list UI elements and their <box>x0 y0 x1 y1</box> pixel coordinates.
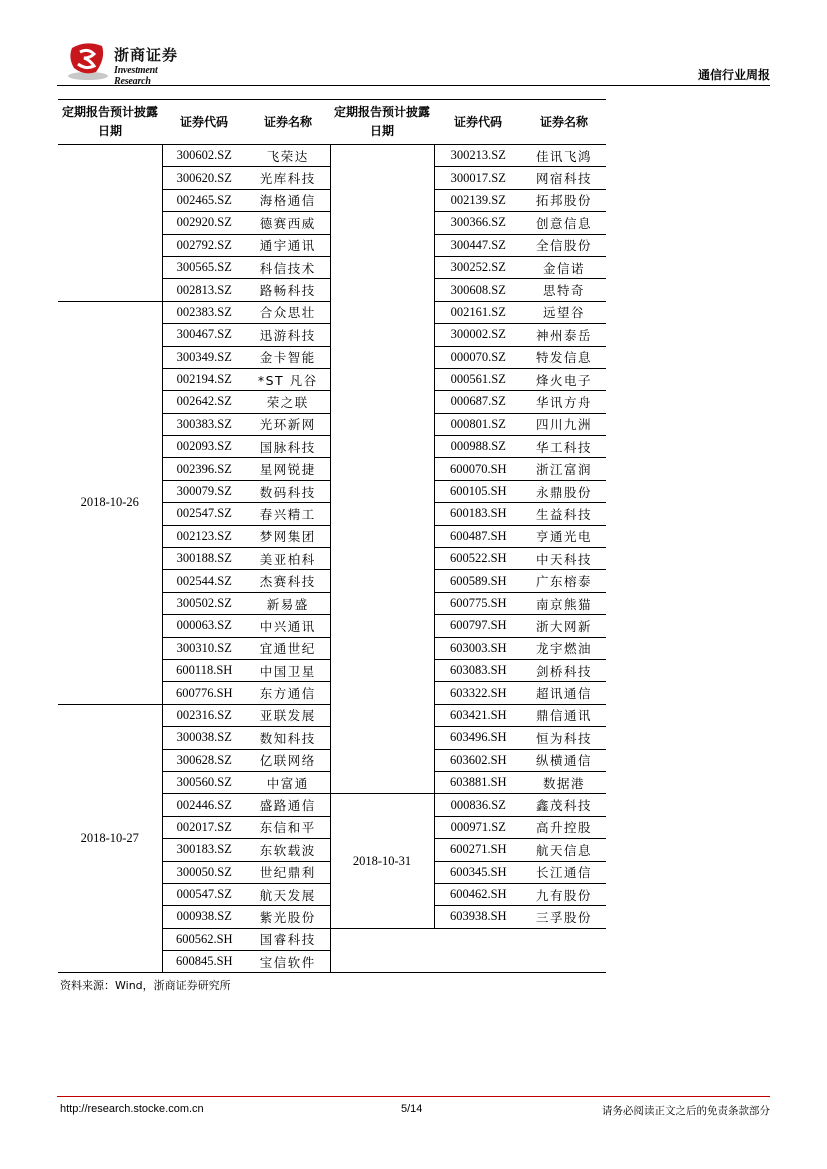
disclaimer-note: 请务必阅读正文之后的免责条款部分 <box>602 1105 770 1117</box>
security-name-cell: 纵横通信 <box>522 749 606 771</box>
logo-chinese-name: 浙商证券 <box>114 46 179 64</box>
security-name-cell: 鼎信通讯 <box>522 704 606 726</box>
security-code-cell: 300188.SZ <box>162 548 246 570</box>
security-name-cell: 数知科技 <box>246 727 330 749</box>
disclosure-date-cell: 2018-10-27 <box>58 704 162 973</box>
security-code-cell: 002161.SZ <box>434 301 522 323</box>
security-name-cell: 高升控股 <box>522 816 606 838</box>
security-name-cell: 中兴通讯 <box>246 615 330 637</box>
security-code-cell: 600562.SH <box>162 928 246 950</box>
security-name-cell: 南京熊猫 <box>522 592 606 614</box>
security-name-cell: 东方通信 <box>246 682 330 704</box>
security-name-cell: 鑫茂科技 <box>522 794 606 816</box>
logo-english-name: Investment Research <box>114 65 158 87</box>
security-code-cell: 603421.SH <box>434 704 522 726</box>
security-code-cell: 002813.SZ <box>162 279 246 301</box>
security-name-cell: 超讯通信 <box>522 682 606 704</box>
security-code-cell: 002920.SZ <box>162 212 246 234</box>
security-name-cell: 美亚柏科 <box>246 548 330 570</box>
security-code-cell: 002642.SZ <box>162 391 246 413</box>
security-name-cell: 通宇通讯 <box>246 234 330 256</box>
security-code-cell: 600589.SH <box>434 570 522 592</box>
table-header-row <box>58 100 606 145</box>
security-code-cell: 002792.SZ <box>162 234 246 256</box>
security-code-cell: 300002.SZ <box>434 324 522 346</box>
security-name-cell: 全信股份 <box>522 234 606 256</box>
security-code-cell: 300213.SZ <box>434 145 522 167</box>
security-code-cell: 300038.SZ <box>162 727 246 749</box>
security-code-cell: 000687.SZ <box>434 391 522 413</box>
security-code-cell: 000063.SZ <box>162 615 246 637</box>
security-code-cell: 002396.SZ <box>162 458 246 480</box>
security-code-cell: 300608.SZ <box>434 279 522 301</box>
security-name-cell: 航天信息 <box>522 839 606 861</box>
security-name-cell: 航天发展 <box>246 883 330 905</box>
col-header-name-right: 证券名称 <box>522 100 606 145</box>
security-name-cell: 宜通世纪 <box>246 637 330 659</box>
security-code-cell: 002547.SZ <box>162 503 246 525</box>
security-code-cell: 300310.SZ <box>162 637 246 659</box>
security-name-cell: 浙江富润 <box>522 458 606 480</box>
disclosure-date-cell: 2018-10-26 <box>58 301 162 704</box>
security-code-cell: 600522.SH <box>434 548 522 570</box>
security-code-cell: 300620.SZ <box>162 167 246 189</box>
security-code-cell: 603322.SH <box>434 682 522 704</box>
security-code-cell: 600775.SH <box>434 592 522 614</box>
security-code-cell: 600776.SH <box>162 682 246 704</box>
security-name-cell: 佳讯飞鸿 <box>522 145 606 167</box>
disclosure-date-cell <box>58 145 162 302</box>
security-code-cell: 002139.SZ <box>434 189 522 211</box>
disclosure-date-cell: 2018-10-31 <box>330 794 434 928</box>
security-name-cell: 新易盛 <box>246 592 330 614</box>
security-name-cell: *ST 凡谷 <box>246 368 330 390</box>
security-name-cell: 亨通光电 <box>522 525 606 547</box>
security-name-cell: 思特奇 <box>522 279 606 301</box>
security-name-cell: 烽火电子 <box>522 368 606 390</box>
security-code-cell: 603881.SH <box>434 771 522 793</box>
security-name-cell: 宝信软件 <box>246 951 330 973</box>
source-note: 资料来源：Wind，浙商证券研究所 <box>60 979 231 992</box>
security-code-cell: 300079.SZ <box>162 480 246 502</box>
security-code-cell: 000988.SZ <box>434 436 522 458</box>
security-name-cell: 数据港 <box>522 771 606 793</box>
security-name-cell: 迅游科技 <box>246 324 330 346</box>
security-code-cell: 002446.SZ <box>162 794 246 816</box>
security-name-cell: 恒为科技 <box>522 727 606 749</box>
footer-url-link[interactable]: http://research.stocke.com.cn <box>60 1103 204 1115</box>
security-name-cell: 合众思壮 <box>246 301 330 323</box>
security-code-cell: 603602.SH <box>434 749 522 771</box>
security-code-cell: 300183.SZ <box>162 839 246 861</box>
security-code-cell: 600070.SH <box>434 458 522 480</box>
security-name-cell: 龙宇燃油 <box>522 637 606 659</box>
security-code-cell: 002093.SZ <box>162 436 246 458</box>
page-number: 5/14 <box>401 1103 423 1115</box>
col-header-date-right: 定期报告预计披露日期 <box>330 100 434 145</box>
security-code-cell: 000836.SZ <box>434 794 522 816</box>
security-name-cell: 远望谷 <box>522 301 606 323</box>
security-name-cell: 飞荣达 <box>246 145 330 167</box>
security-code-cell: 300565.SZ <box>162 256 246 278</box>
security-code-cell: 300602.SZ <box>162 145 246 167</box>
security-code-cell: 002123.SZ <box>162 525 246 547</box>
col-header-name: 证券名称 <box>246 100 330 145</box>
security-code-cell: 300628.SZ <box>162 749 246 771</box>
security-code-cell: 002316.SZ <box>162 704 246 726</box>
security-code-cell: 300252.SZ <box>434 256 522 278</box>
security-name-cell: 国睿科技 <box>246 928 330 950</box>
security-code-cell: 000801.SZ <box>434 413 522 435</box>
security-name-cell: 杰赛科技 <box>246 570 330 592</box>
security-name-cell: 广东榕泰 <box>522 570 606 592</box>
security-name-cell: 特发信息 <box>522 346 606 368</box>
security-name-cell: 华工科技 <box>522 436 606 458</box>
security-code-cell: 300050.SZ <box>162 861 246 883</box>
security-name-cell: 光环新网 <box>246 413 330 435</box>
security-name-cell: 四川九洲 <box>522 413 606 435</box>
security-name-cell: 中国卫星 <box>246 659 330 681</box>
logo-mark-icon <box>66 38 110 82</box>
security-code-cell: 300349.SZ <box>162 346 246 368</box>
security-name-cell: 世纪鼎利 <box>246 861 330 883</box>
security-name-cell: 网宿科技 <box>522 167 606 189</box>
security-code-cell: 000971.SZ <box>434 816 522 838</box>
disclosure-schedule-table <box>58 99 606 973</box>
security-name-cell: 数码科技 <box>246 480 330 502</box>
security-name-cell: 光库科技 <box>246 167 330 189</box>
security-name-cell: 盛路通信 <box>246 794 330 816</box>
empty-cell <box>330 928 606 973</box>
disclosure-date-cell <box>330 145 434 794</box>
security-code-cell: 300502.SZ <box>162 592 246 614</box>
security-name-cell: 海格通信 <box>246 189 330 211</box>
table-row <box>58 145 606 167</box>
security-name-cell: 中天科技 <box>522 548 606 570</box>
security-name-cell: 永鼎股份 <box>522 480 606 502</box>
security-name-cell: 拓邦股份 <box>522 189 606 211</box>
security-name-cell: 荣之联 <box>246 391 330 413</box>
security-code-cell: 300383.SZ <box>162 413 246 435</box>
security-name-cell: 创意信息 <box>522 212 606 234</box>
security-name-cell: 九有股份 <box>522 883 606 905</box>
security-name-cell: 东软载波 <box>246 839 330 861</box>
security-name-cell: 亚联发展 <box>246 704 330 726</box>
security-code-cell: 600462.SH <box>434 883 522 905</box>
security-name-cell: 紫光股份 <box>246 906 330 928</box>
security-code-cell: 600118.SH <box>162 659 246 681</box>
security-name-cell: 科信技术 <box>246 256 330 278</box>
security-code-cell: 603083.SH <box>434 659 522 681</box>
security-code-cell: 000938.SZ <box>162 906 246 928</box>
security-name-cell: 剑桥科技 <box>522 659 606 681</box>
security-name-cell: 生益科技 <box>522 503 606 525</box>
security-code-cell: 300017.SZ <box>434 167 522 189</box>
security-code-cell: 603003.SH <box>434 637 522 659</box>
security-name-cell: 星网锐捷 <box>246 458 330 480</box>
security-code-cell: 002383.SZ <box>162 301 246 323</box>
security-code-cell: 600487.SH <box>434 525 522 547</box>
security-code-cell: 002017.SZ <box>162 816 246 838</box>
report-type-label: 通信行业周报 <box>697 68 770 82</box>
security-code-cell: 600797.SH <box>434 615 522 637</box>
security-name-cell: 华讯方舟 <box>522 391 606 413</box>
security-name-cell: 亿联网络 <box>246 749 330 771</box>
security-code-cell: 300560.SZ <box>162 771 246 793</box>
col-header-code: 证券代码 <box>162 100 246 145</box>
security-code-cell: 600845.SH <box>162 951 246 973</box>
security-code-cell: 000547.SZ <box>162 883 246 905</box>
security-code-cell: 300467.SZ <box>162 324 246 346</box>
header-divider <box>57 85 770 86</box>
security-code-cell: 600105.SH <box>434 480 522 502</box>
security-name-cell: 中富通 <box>246 771 330 793</box>
company-logo <box>66 38 186 87</box>
security-code-cell: 002465.SZ <box>162 189 246 211</box>
security-name-cell: 德赛西威 <box>246 212 330 234</box>
security-name-cell: 春兴精工 <box>246 503 330 525</box>
security-code-cell: 600271.SH <box>434 839 522 861</box>
security-name-cell: 国脉科技 <box>246 436 330 458</box>
col-header-date: 定期报告预计披露日期 <box>58 100 162 145</box>
security-name-cell: 神州泰岳 <box>522 324 606 346</box>
security-name-cell: 东信和平 <box>246 816 330 838</box>
security-code-cell: 000561.SZ <box>434 368 522 390</box>
security-name-cell: 浙大网新 <box>522 615 606 637</box>
security-code-cell: 603938.SH <box>434 906 522 928</box>
security-code-cell: 600183.SH <box>434 503 522 525</box>
footer-divider <box>57 1096 770 1097</box>
security-name-cell: 梦网集团 <box>246 525 330 547</box>
security-code-cell: 600345.SH <box>434 861 522 883</box>
security-code-cell: 000070.SZ <box>434 346 522 368</box>
security-code-cell: 300366.SZ <box>434 212 522 234</box>
security-code-cell: 002194.SZ <box>162 368 246 390</box>
security-code-cell: 300447.SZ <box>434 234 522 256</box>
security-name-cell: 路畅科技 <box>246 279 330 301</box>
security-code-cell: 603496.SH <box>434 727 522 749</box>
security-name-cell: 金信诺 <box>522 256 606 278</box>
security-name-cell: 长江通信 <box>522 861 606 883</box>
security-code-cell: 002544.SZ <box>162 570 246 592</box>
col-header-code-right: 证券代码 <box>434 100 522 145</box>
security-name-cell: 金卡智能 <box>246 346 330 368</box>
security-name-cell: 三孚股份 <box>522 906 606 928</box>
